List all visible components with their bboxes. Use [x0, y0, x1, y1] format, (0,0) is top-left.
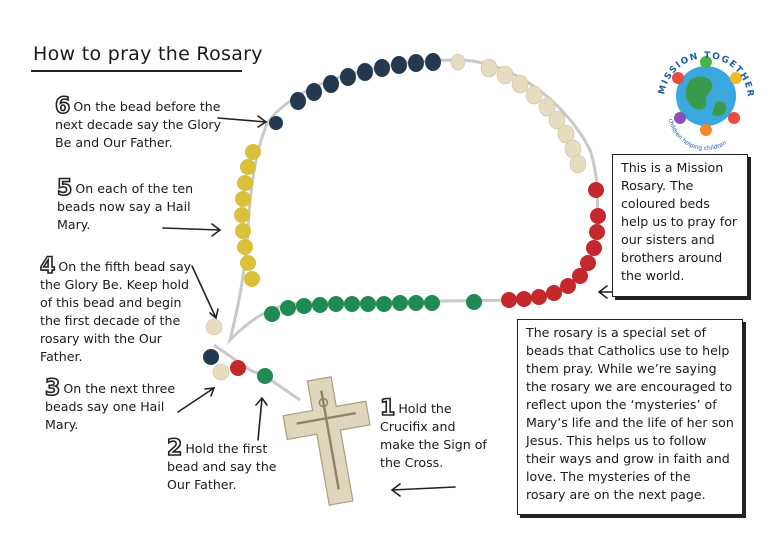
mission-rosary-box [612, 154, 748, 297]
step-4 [40, 254, 195, 366]
step-text: On each of the ten beads now say a Hail Mary. [57, 181, 194, 232]
rosary-info-box [517, 319, 743, 515]
logo-tagline: children helping children [666, 117, 728, 153]
step-number: 4 [40, 254, 56, 279]
step-number: 5 [57, 176, 73, 201]
step-number: 6 [55, 94, 71, 119]
mission-rosary-text: This is a Mission Rosary. The coloured beds help us to pray for our sisters and brothers around the world. [621, 160, 738, 283]
rosary-info-text: The rosary is a special set of beads that Catholics use to help them pray. While we’re saying the rosary we are encouraged to reflect upon the ‘mysteries’ of Mary’s life and the life of her son Jesus. This helps us to follow their ways and grow in faith and love. The mysteries of the rosary are on the next page. [526, 325, 734, 502]
step-2 [167, 436, 287, 494]
step-text: Hold the Crucifix and make the Sign of the Cross. [380, 401, 487, 470]
step-number: 1 [380, 396, 396, 421]
page-title: How to pray the Rosary [33, 43, 263, 65]
logo-title: MISSION TOGETHER [657, 50, 756, 99]
step-3 [45, 376, 190, 434]
step-1 [380, 396, 492, 472]
step-number: 2 [167, 436, 183, 461]
step-text: Hold the first bead and say the Our Father. [167, 441, 277, 492]
step-number: 3 [45, 376, 61, 401]
step-text: On the bead before the next decade say the Glory Be and Our Father. [55, 99, 222, 150]
step-6 [55, 94, 225, 152]
step-text: On the fifth bead say the Glory Be. Keep hold of this bead and begin the first decade of the rosary with the Our Father. [40, 259, 192, 364]
step-5 [57, 176, 217, 234]
step-text: On the next three beads say one Hail Mary. [45, 381, 176, 432]
